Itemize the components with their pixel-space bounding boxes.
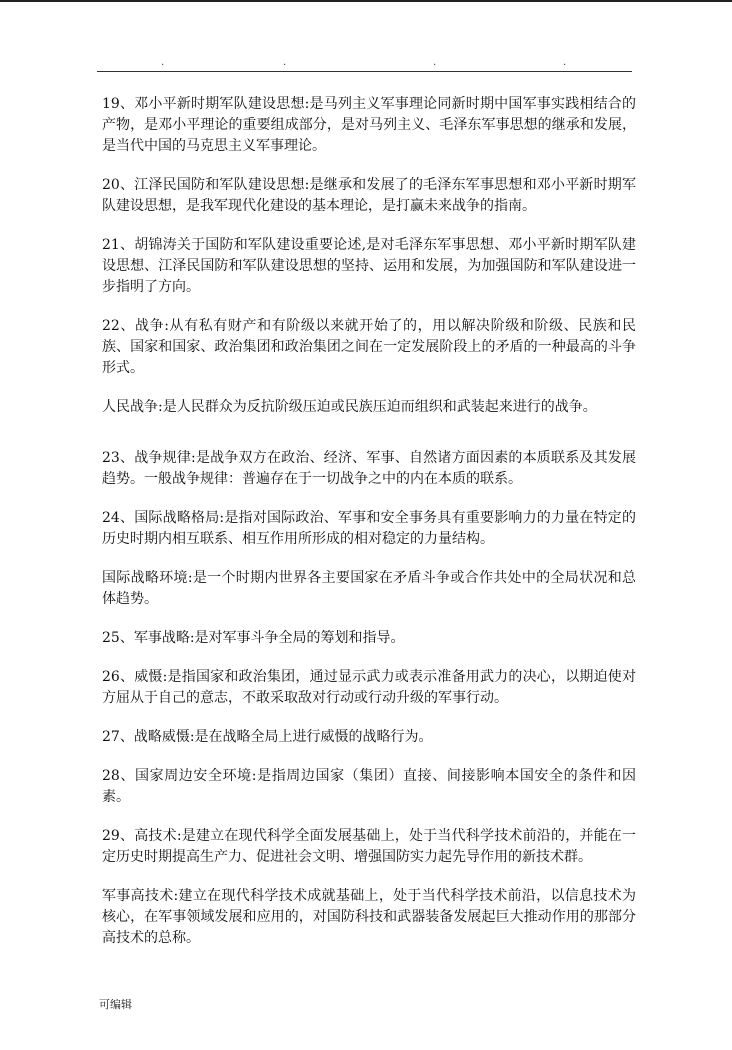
term-label: 24、国际战略格局: xyxy=(102,510,225,526)
term-label: 军事高技术: xyxy=(102,888,179,904)
term-label: 19、邓小平新时期军队建设思想: xyxy=(102,96,310,112)
paragraph-26 xyxy=(102,667,636,709)
document-body xyxy=(102,94,636,967)
definition-text: 是一个时期内世界各主要国家在矛盾斗争或合作共处中的全局状况和总体趋势。 xyxy=(102,570,636,607)
definition-text: 是建立在现代科学全面发展基础上，处于当代科学技术前沿的，并能在一定历史时期提高生产力、促进社会文明、增强国防实力起先导作用的新技术群。 xyxy=(102,828,637,865)
footer-label: 可编辑 xyxy=(99,998,132,1011)
definition-text: 是指对国际政治、军事和安全事务具有重要影响力的力量在特定的历史时期内相互联系、相互作用所形成的相对稳定的力量结构。 xyxy=(102,510,637,547)
paragraph-19 xyxy=(102,94,636,157)
term-label: 人民战争: xyxy=(102,399,163,415)
paragraph-25 xyxy=(102,628,636,649)
paragraph-military-high-tech xyxy=(102,886,636,949)
definition-text: 是在战略全局上进行威慑的战略行为。 xyxy=(194,729,433,745)
paragraph-21 xyxy=(102,235,636,298)
paragraph-23 xyxy=(102,448,636,490)
definition-text: 是对军事斗争全局的筹划和指导。 xyxy=(194,630,405,646)
paragraph-peoples-war xyxy=(102,397,636,418)
paragraph-29 xyxy=(102,826,636,868)
definition-text: 是指周边国家（集团）直接、间接影响本国安全的条件和因素。 xyxy=(102,768,637,805)
definition-text: 是战争双方在政治、经济、军事、自然诸方面因素的本质联系及其发展趋势。一般战争规律：普遍存在于一切战争之中的内在本质的联系。 xyxy=(102,450,637,487)
paragraph-22 xyxy=(102,316,636,379)
term-label: 22、战争: xyxy=(102,318,169,334)
definition-text: 从有私有财产和有阶级以来就开始了的，用以解决阶级和阶级、民族和民族、国家和国家、政治集团和政治集团之间在一定发展阶段上的矛盾的一种最高的斗争形式。 xyxy=(102,318,637,376)
paragraph-20 xyxy=(102,175,636,217)
header-dot: . xyxy=(563,57,567,68)
term-label: 23、战争规律: xyxy=(102,450,196,466)
paragraph-intl-environment xyxy=(102,568,636,610)
paragraph-27 xyxy=(102,727,636,748)
definition-text: 建立在现代科学技术成就基础上，处于当代科学技术前沿，以信息技术为核心，在军事领域发展和应用的，对国防科技和武器装备发展起巨大推动作用的那部分高技术的总称。 xyxy=(102,888,637,946)
paragraph-24 xyxy=(102,508,636,550)
term-label: 20、江泽民国防和军队建设思想: xyxy=(102,177,310,193)
term-label: 28、国家周边安全环境: xyxy=(102,768,257,784)
header-dot: . xyxy=(433,57,437,68)
definition-text: 是指国家和政治集团，通过显示武力或表示准备用武力的决心，以期迫使对方屈从于自己的意志，不敢采取敌对行动或行动升级的军事行动。 xyxy=(102,669,637,706)
header-rule xyxy=(97,71,632,72)
definition-text: 是对毛泽东军事思想、邓小平新时期军队建设思想、江泽民国防和军队建设思想的坚持、运用和发展，为加强国防和军队建设进一步指明了方向。 xyxy=(102,237,637,295)
header-dot: . xyxy=(161,57,165,68)
definition-text: 是人民群众为反抗阶级压迫或民族压迫而组织和武装起来进行的战争。 xyxy=(162,399,597,415)
term-label: 25、军事战略: xyxy=(102,630,195,646)
term-label: 21、胡锦涛关于国防和军队建设重要论述, xyxy=(102,237,367,253)
definition-text: 是马列主义军事理论同新时期中国军事实践相结合的产物，是邓小平理论的重要组成部分，是对马列主义、毛泽东军事思想的继承和发展，是当代中国的马克思主义军事理论。 xyxy=(102,96,637,154)
term-label: 29、高技术: xyxy=(102,828,182,844)
top-border xyxy=(0,0,732,2)
paragraph-28 xyxy=(102,766,636,808)
term-label: 国际战略环境: xyxy=(102,570,193,586)
definition-text: 是继承和发展了的毛泽东军事思想和邓小平新时期军队建设思想，是我军现代化建设的基本理论，是打赢未来战争的指南。 xyxy=(102,177,637,214)
header-dot: . xyxy=(283,57,287,68)
page-header xyxy=(97,58,632,74)
term-label: 27、战略威慑: xyxy=(102,729,195,745)
term-label: 26、威慑: xyxy=(102,669,168,685)
